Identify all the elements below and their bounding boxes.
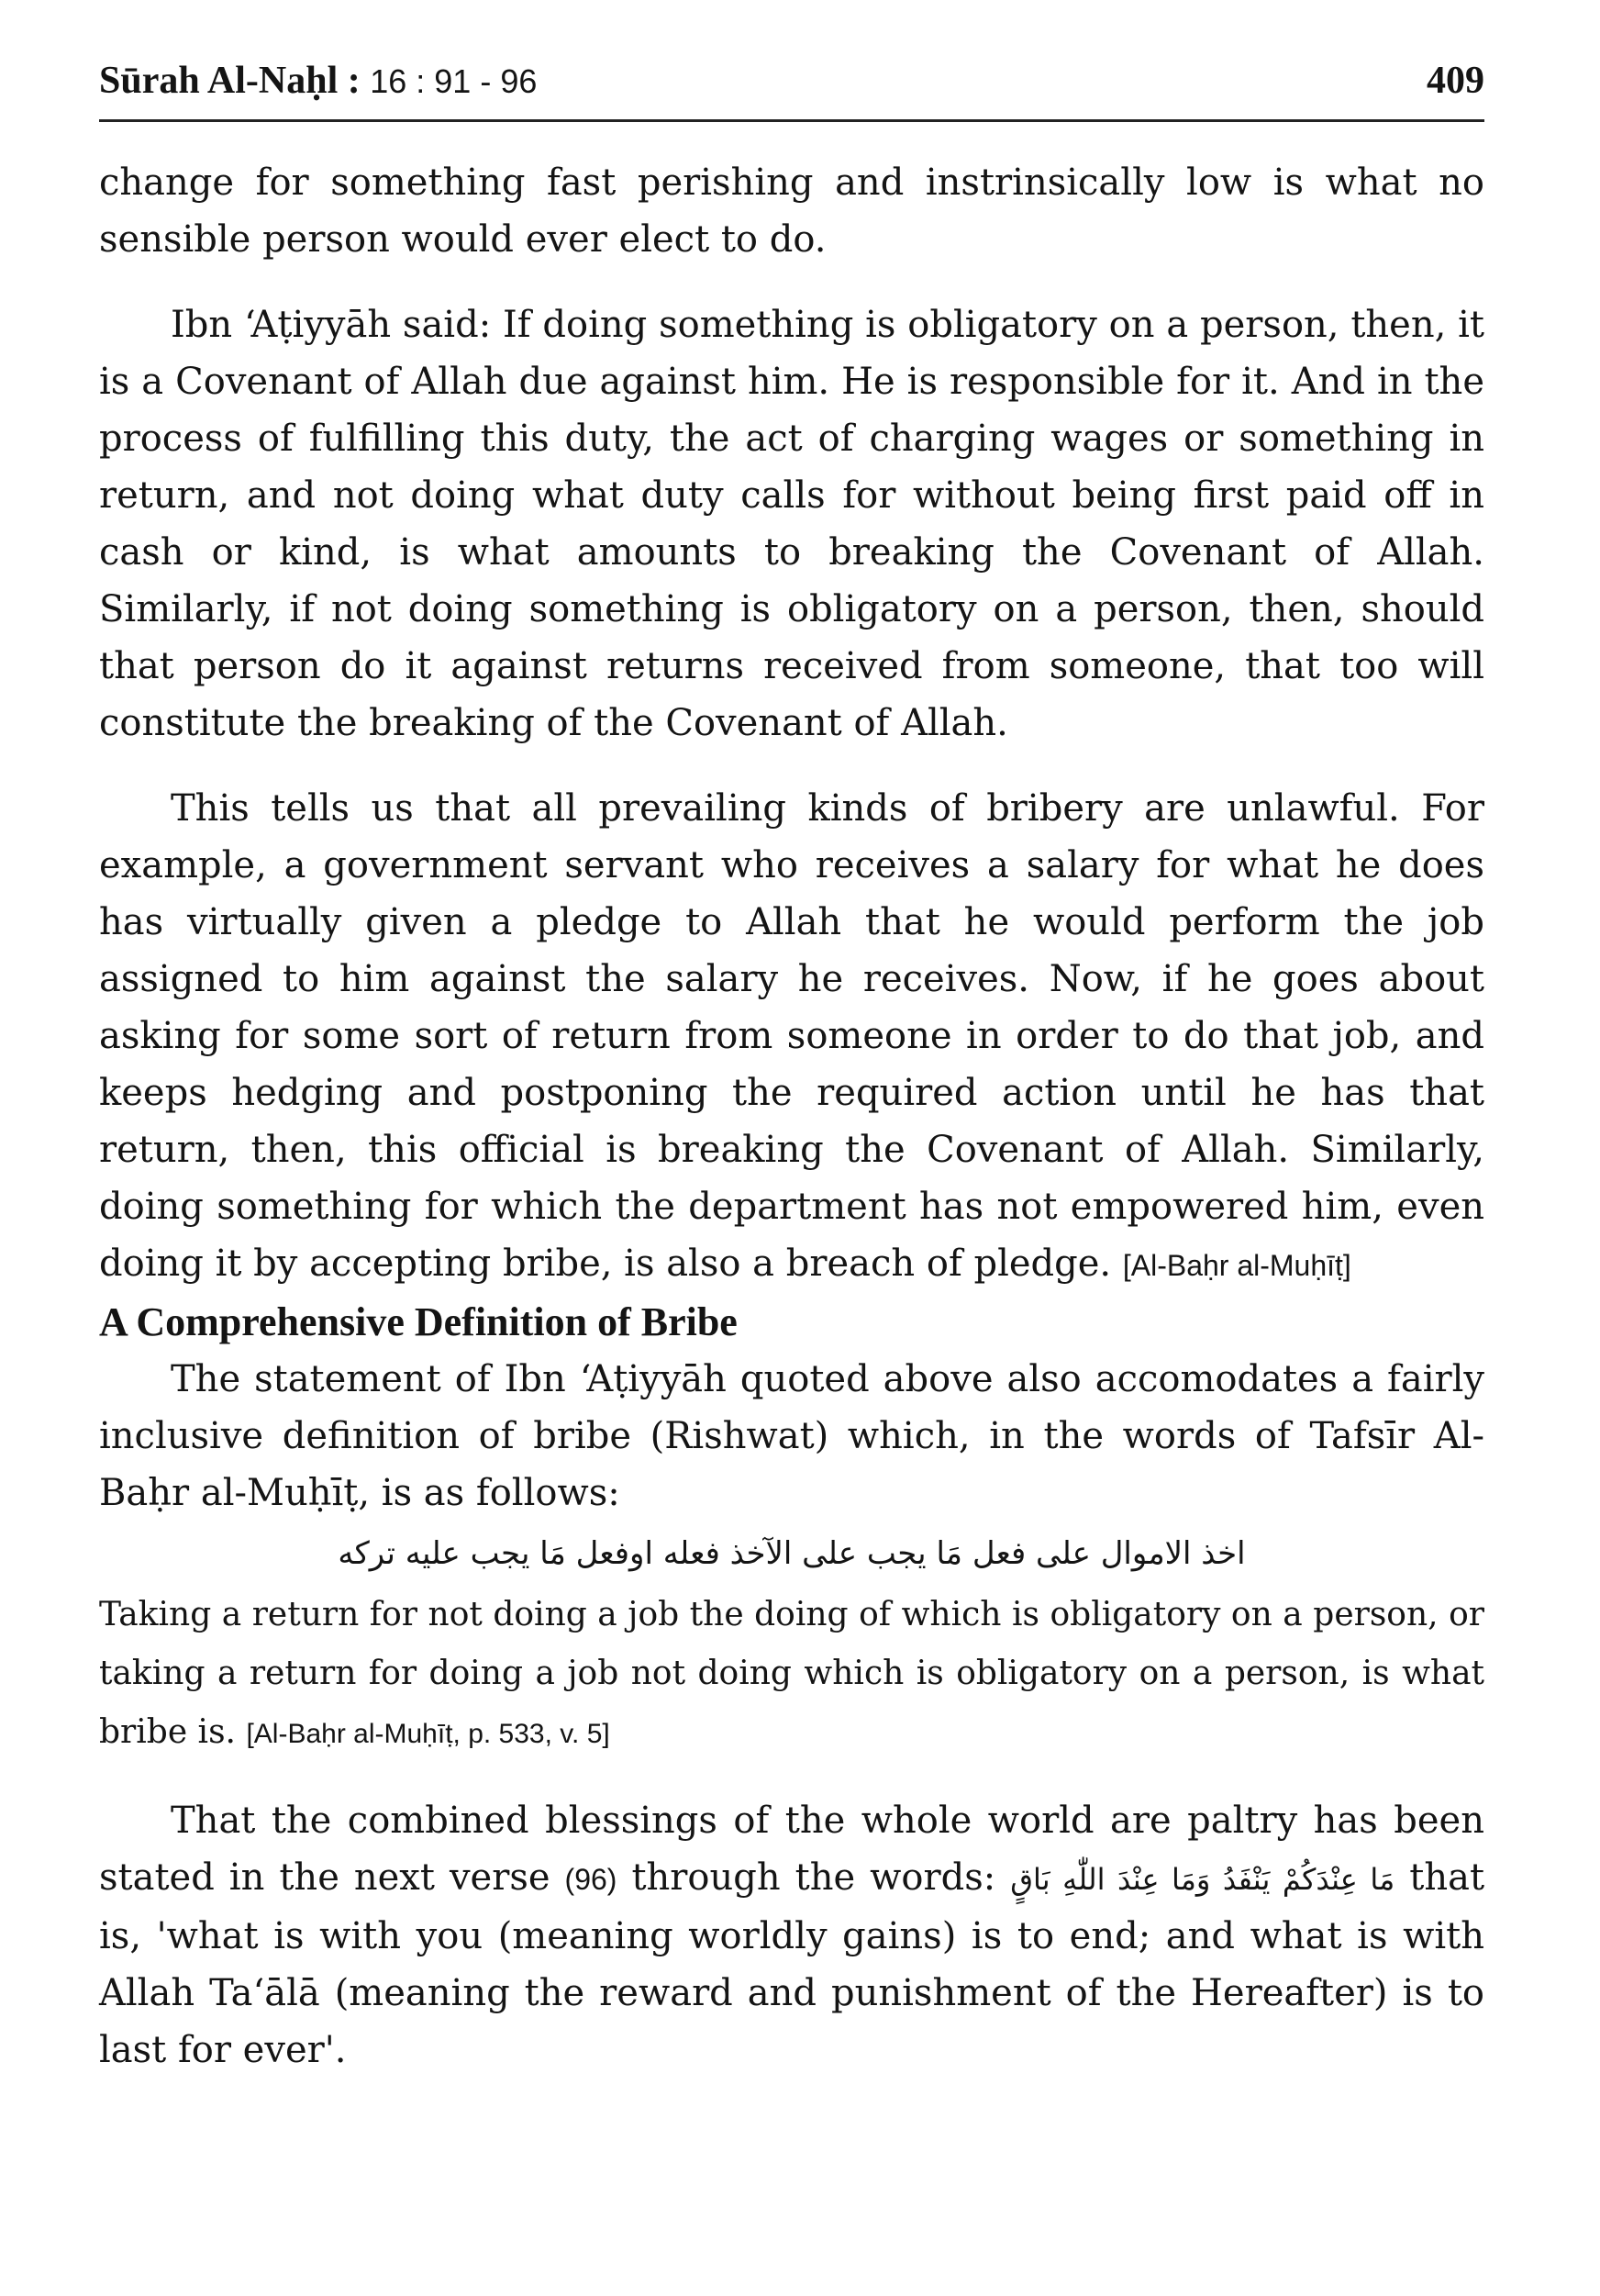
verse-number: (96): [564, 1863, 617, 1896]
paragraph-definition: The statement of Ibn ‘Aṭiyyāh quoted above also accomodates a fairly inclusive definition of bribe (Rishwat) which, in the words of Tafsīr Al-Baḥr al-Muḥīṭ, is as follows:: [99, 1358, 1484, 1514]
paragraph-continuation: change for something fast perishing and instrinsically low is what no sensible person would ever elect to do.: [99, 162, 1484, 261]
header-divider: [99, 119, 1484, 122]
quote-translation: [99, 1586, 1484, 1764]
verse-text-mid: through the words:: [631, 1856, 996, 1899]
paragraph-bribery-text: This tells us that all prevailing kinds of bribery are unlawful. For example, a government servant who receives a salary for what he does has virtually given a pledge to Allah that he would perform the job assigned to him against the salary he receives. Now, if he goes about asking for some sort of return from someone in order to do that job, and keeps hedging and postponing the required action until he has that return, then, this official is breaking the Covenant of Allah. Similarly, doing something for which the department has not empowered him, even doing it by accepting bribe, is also a breach of pledge.: [99, 787, 1484, 1285]
paragraph-bribery: [99, 780, 1484, 1294]
running-header: [99, 51, 1484, 116]
verse-arabic: مَا عِنْدَكُمْ يَنْفَدُ وَمَا عِنْدَ اللّٰهِ بَاقٍ: [1010, 1862, 1395, 1897]
section-heading: A Comprehensive Definition of Bribe: [99, 1299, 738, 1344]
page-body: [99, 154, 1484, 2079]
verse-text-end: that is, 'what is with you (meaning worldly gains) is to end; and what is with Allah Ta‘ālā (meaning the reward and punishment of the Hereafter) is to last for ever'.: [99, 1856, 1485, 2071]
paragraph-ibn-atiyyah: Ibn ‘Aṭiyyāh said: If doing something is obligatory on a person, then, it is a Covenant of Allah due against him. He is responsible for it. And in the process of fulfilling this duty, the act of charging wages or something in return, and not doing what duty calls for without being first paid off in cash or kind, is what amounts to breaking the Covenant of Allah. Similarly, if not doing something is obligatory on a person, then, should that person do it against returns received from someone, that too will constitute the breaking of the Covenant of Allah.: [99, 304, 1484, 744]
paragraph-verse-96: [99, 1792, 1484, 2079]
arabic-quote: اخذ الاموال على فعل مَا يجب على الآخذ فعله اوفعل مَا يجب عليه تركه: [338, 1535, 1246, 1572]
verse-reference: 16 : 91 - 96: [370, 62, 538, 100]
citation: [Al-Baḥr al-Muḥīṭ]: [1122, 1249, 1351, 1282]
verse-text-start: That the combined blessings of the whole world are paltry has been stated in the next verse: [99, 1800, 1484, 1899]
page-number: 409: [1427, 60, 1484, 102]
quote-translation-text: Taking a return for not doing a job the doing of which is obligatory on a person, or taking a return for doing a job not doing which is obligatory on a person, is what bribe is.: [99, 1596, 1484, 1751]
quote-citation: [Al-Baḥr al-Muḥīṭ, p. 533, v. 5]: [246, 1719, 610, 1749]
chapter-title: Sūrah Al-Naḥl : 16 : 91 - 96: [99, 60, 538, 102]
